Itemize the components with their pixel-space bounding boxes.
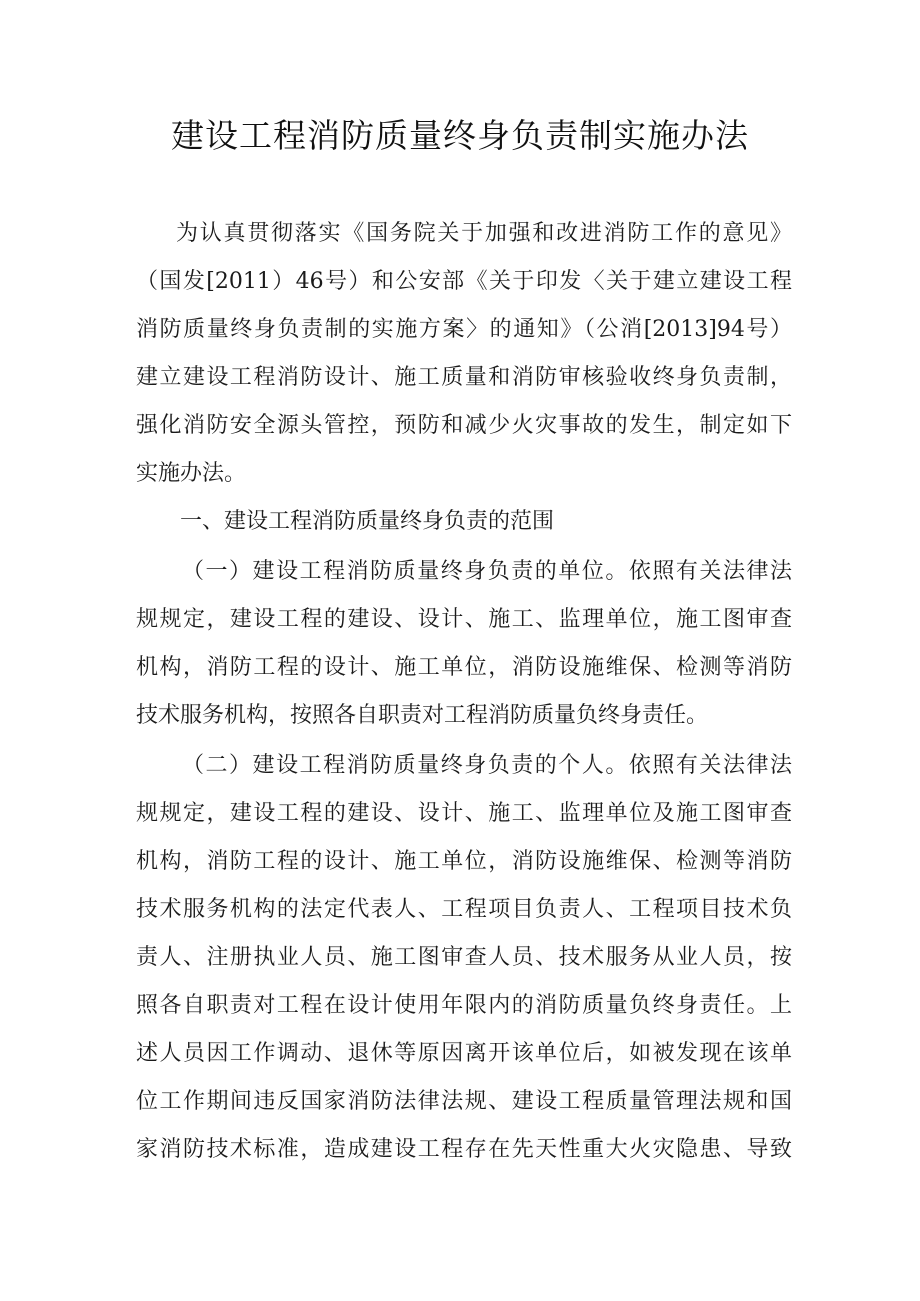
paragraph-line: 规规定，建设工程的建设、设计、施工、监理单位及施工图审查 bbox=[136, 801, 792, 826]
paragraph-line: 述人员因工作调动、退休等原因离开该单位后，如被发现在该单 bbox=[136, 1041, 792, 1066]
paragraph-line: 责人、注册执业人员、施工图审查人员、技术服务从业人员，按 bbox=[136, 945, 792, 970]
paragraph-line: （一）建设工程消防质量终身负责的单位。依照有关法律法 bbox=[182, 559, 792, 584]
paragraph-line: 实施办法。 bbox=[136, 461, 247, 486]
paragraph-line: （国发[2011）46号）和公安部《关于印发〈关于建立建设工程 bbox=[136, 269, 792, 294]
paragraph-line: 照各自职责对工程在设计使用年限内的消防质量负终身责任。上 bbox=[136, 993, 792, 1018]
section-heading: 一、建设工程消防质量终身负责的范围 bbox=[180, 509, 555, 534]
paragraph-line: 强化消防安全源头管控，预防和减少火灾事故的发生，制定如下 bbox=[136, 413, 792, 438]
paragraph-line: 机构，消防工程的设计、施工单位，消防设施维保、检测等消防 bbox=[136, 849, 792, 874]
paragraph-line: 建立建设工程消防设计、施工质量和消防审核验收终身负责制， bbox=[136, 365, 792, 390]
paragraph-line: 消防质量终身负责制的实施方案〉的通知》（公消[2013]94号） bbox=[136, 317, 792, 342]
document-title: 建设工程消防质量终身负责制实施办法 bbox=[171, 116, 749, 155]
paragraph-line: 技术服务机构，按照各自职责对工程消防质量负终身责任。 bbox=[136, 703, 709, 728]
paragraph-line: 机构，消防工程的设计、施工单位，消防设施维保、检测等消防 bbox=[136, 655, 792, 680]
paragraph-line: 技术服务机构的法定代表人、工程项目负责人、工程项目技术负 bbox=[136, 897, 792, 922]
paragraph-line: 规规定，建设工程的建设、设计、施工、监理单位，施工图审查 bbox=[136, 607, 792, 632]
paragraph-line: 家消防技术标准，造成建设工程存在先天性重大火灾隐患、导致 bbox=[136, 1137, 792, 1162]
paragraph-line: 位工作期间违反国家消防法律法规、建设工程质量管理法规和国 bbox=[136, 1089, 792, 1114]
paragraph-line: 为认真贯彻落实《国务院关于加强和改进消防工作的意见》 bbox=[176, 221, 792, 246]
paragraph-line: （二）建设工程消防质量终身负责的个人。依照有关法律法 bbox=[182, 753, 792, 778]
